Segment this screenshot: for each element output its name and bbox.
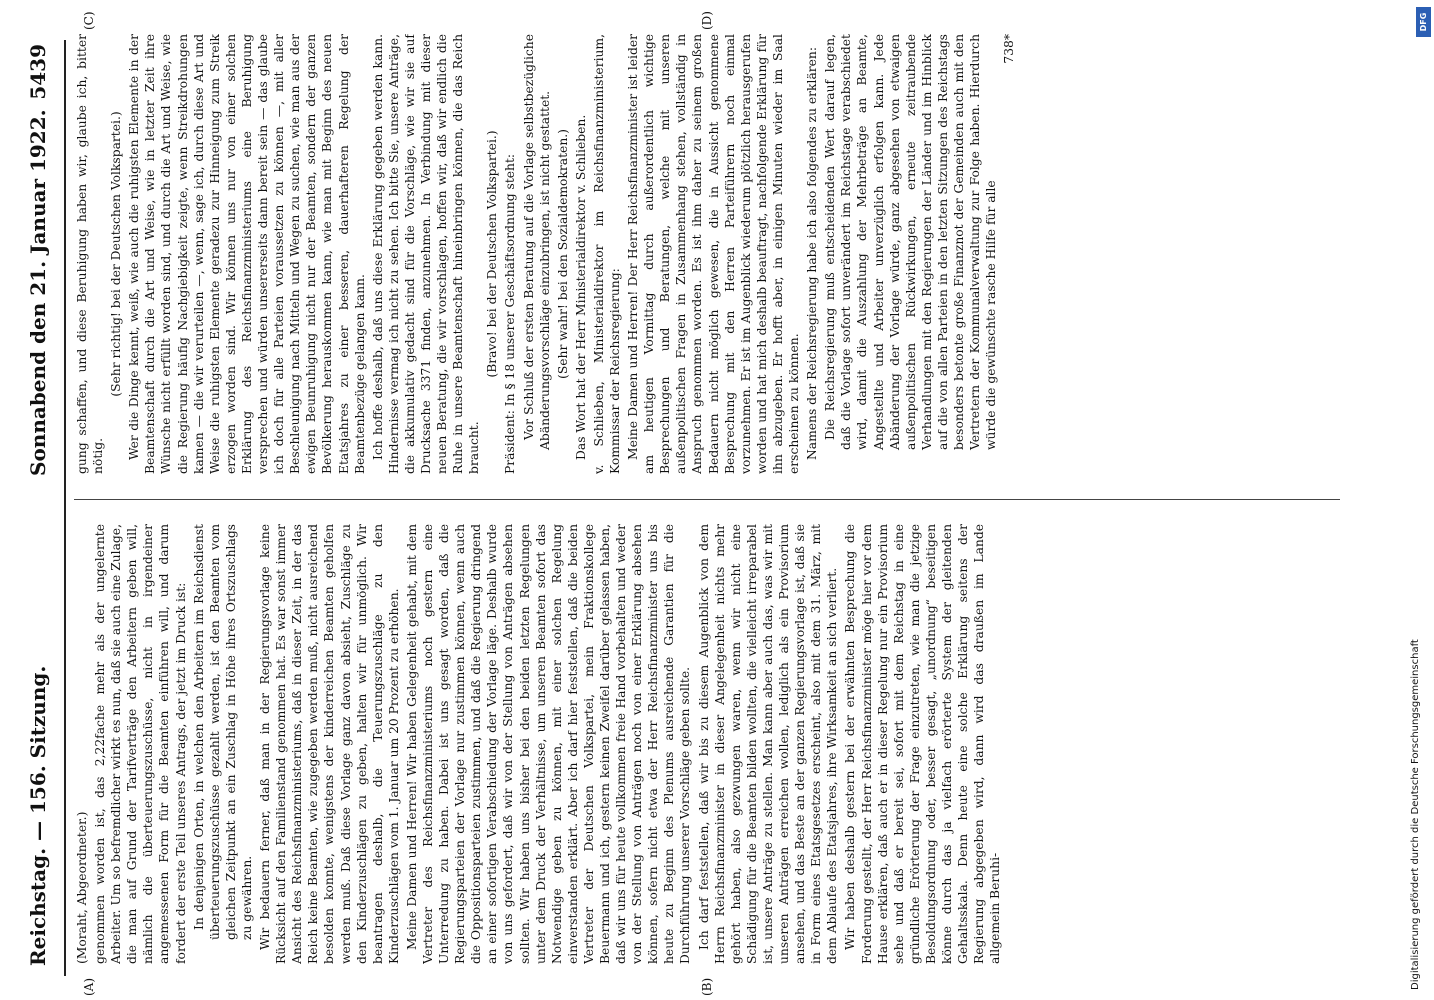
quoted-declaration: Die Reichsregierung muß entscheidenden Wert darauf legen, daß die Vorlage sofort unverändert im Reichstage verabschiedet wird, damit die Auszahlung der Mehrbeträge an Beamte, Angestellte und Arbeiter unverzüglich erfolgen kann. Jede Abänderung der Vorlage würde, ganz abgesehen von etwaigen außenpolitischen Rückwirkungen, erneute zeitraubende Verhandlungen mit den Regierungen der Länder und im Hinblick auf die von allen Parteien in den letzten Sitzungen des Reichstags besonders betonte große Finanznot der Gemeinden auch mit den Vertretern der Kommunalverwaltung zur Folge haben. Hierdurch würde die gewünschte rasche Hilfe für alle [823,34,999,450]
interjection: (Sehr wahr! bei den Sozialdemokraten.) [555,129,570,379]
quoted-motion: In denjenigen Orten, in welchen den Arbeitern im Reichsdienst überteuerungszuschüsse gezahlt werden, ist den Beamten vom gleichen Zeitpunkt an ein Zuschlag in Höhe ihres Ortszuschlags zu gewähren. [191,524,254,940]
quoted-rule: Vor Schluß der ersten Beratung auf die Vorlage selbstbezügliche Abänderungsvorschläge einzubringen, ist nicht gestattet. [521,34,552,450]
signature-mark: 738* [1002,34,1017,64]
paragraph: Meine Damen und Herren! Der Herr Reichsfinanzminister ist leider am heutigen Vormittag durch außerordentlich wichtige Besprechungen und Beratungen, welche mit unseren außenpolitischen Fragen in Zusammenhang stehen, vollständig in Anspruch genommen worden. Es ist ihm daher zu seinem großen Bedauern nicht möglich gewesen, die in Aussicht genommene Besprechung mit den Herren Parteiführern noch einmal vorzunehmen. Er ist im Augenblick wiederum plötzlich herausgerufen worden und hat mich deshalb beauftragt, nachfolgende Erklärung für ihn abzugeben. Er hofft aber, in einigen Minuten wieder im Saal erscheinen zu können. [626,34,802,474]
paragraph: Meine Damen und Herren! Wir haben Gelegenheit gehabt, mit dem Vertreter des Reichsfinanzministeriums noch gestern eine Unterredung zu haben. Dabei ist uns gesagt worden, daß die Regierungsparteien der Vorlage nur zustimmen können, wenn auch die Oppositionsparteien zustimmen, und daß die Regierung dringend an einer sofortigen Verabschiedung der Vorlage läge. Deshalb wurde von uns gefordert, daß wir von der Stellung von Anträgen absehen sollten. Wir haben uns bisher bei den beiden letzten Regelungen unter dem Druck der Verhältnisse, um unseren Beamten sofort das Notwendige geben zu können, mit einer solchen Regelung einverstanden erklärt. Aber ich darf hier feststellen, daß die beiden Vertreter der Deutschen Volkspartei, mein Fraktionskollege Beuermann und ich, gestern keinen Zweifel darüber gelassen haben, daß wir uns für heute vollkommen freie Hand vorbehalten und weder von der Stellung von Anträgen noch von einer Erklärung absehen können, sofern nicht etwa der Herr Reichsfinanzminister uns bis heute zu Beginn des Plenums ausreichende Garantien für die Durchführung unserer Vorschläge geben sollte. [404,524,693,964]
text-column-right [74,34,1350,474]
paragraph: genommen worden ist, das 2,22fache mehr als der ungelernte Arbeiter. Um so befremdlicher wirkt es nun, daß sie auch eine Zulage, die man auf Grund der Tarifverträge den Arbeitern geben will, nämlich die überteuerungszuschüsse, nicht in irgendeiner angemessenen Form für die Beamten einführen will, und darum fordert der erste Teil unseres Antrags, der jetzt im Druck ist: [93,524,188,964]
paragraph: Wer die Dinge kennt, weiß, wie auch die ruhigsten Elemente in der Beamtenschaft durch die Art und Weise, wie in letzter Zeit ihre Wünsche nicht erfüllt worden sind, und durch die Art und Weise, wie die Regierung häufig Nachgiebigkeit zeigte, wenn Streikdrohungen kamen — die wir verurteilen —, wenn, sage ich, durch diese Art und Weise die ruhigsten Elemente geradezu zur Hinneigung zum Streik erzogen worden sind. Wir können uns nur von einer solchen Erklärung des Reichsfinanzministeriums eine Beruhigung versprechen und würden unsererseits dann bereit sein — das glaube ich doch für alle Parteien voraussetzen zu können —, mit aller Beschleunigung nach Mitteln und Wegen zu suchen, wie man aus der ewigen Beunruhigung nicht nur der Beamten, sondern der ganzen Bevölkerung herauskommen kann, wie man mit Beginn des neuen Etatsjahres zu einer besseren, dauerhafteren Regelung der Beamtenbezüge gelangen kann. [127,34,367,474]
digitization-credit [1403,8,1429,990]
header-left: Reichstag. — 156. Sitzung. [26,665,50,966]
page-header [20,40,66,976]
dfg-logo [1416,7,1431,37]
credit-text: Digitalisierung gefördert durch die Deutsche Forschungsgemeinschaft [1410,639,1421,990]
paragraph: Wir bedauern ferner, daß man in der Regierungsvorlage keine Rücksicht auf den Familienstand genommen hat. Es war sonst immer Ansicht des Reichsfinanzministeriums, daß in dieser Zeit, in der das Reich keine Beamten, wie zugegeben werden muß, nicht ausreichend besolden konnte, wenigstens der kinderreichen Beamten geholfen werden muß. Daß diese Vorlage ganz davon absieht, Zuschläge zu den Kinderzuschlägen zu geben, halten wir für unmöglich. Wir beantragen deshalb, die Teuerungszuschläge zu den Kinderzuschlägen vom 1. Januar um 20 Prozent zu erhöhen. [258,524,401,964]
interjection: (Sehr richtig! bei der Deutschen Volkspartei.) [109,111,124,397]
interjection: (Bravo! bei der Deutschen Volkspartei.) [485,130,500,378]
paragraph: Wir haben deshalb gestern bei der erwähnten Besprechung die Forderung gestellt, der Herr Reichsfinanzminister möge hier vor dem Hause erklären, daß auch er in dieser Regelung nur ein Provisorium sehe und daß er bereit sei, sofort mit dem Reichstag in eine gründliche Erörterung der Frage einzutreten, wie man die jetzige Besoldungsordnung oder, besser gesagt, „unordnung“ beseitigen könne durch das ja vielfach erörterte System der gleitenden Gehaltsskala. Denn heute eine solche Erklärung seitens der Regierung abgegeben wird, dann wird das draußen im Lande allgemein Beruhi- [843,524,1003,964]
margin-marker-c: (C) [82,11,96,30]
margin-marker-a: (A) [82,977,96,996]
paragraph: Namens der Reichsregierung habe ich also folgendes zu erklären: [805,47,820,460]
paragraph: gung schaffen, und diese Beruhigung haben wir, glaube ich, bitter nötig. [75,34,106,474]
column-divider [74,499,1340,500]
paragraph: Ich darf feststellen, daß wir bis zu diesem Augenblick von dem Herrn Reichsfinanzminister in dieser Angelegenheit nichts mehr gehört haben, also gezwungen waren, wenn wir nicht eine Schädigung für die Beamten bilden wollten, die vielleicht irreparabel ist, unsere Anträge zu stellen. Man kann aber auch das, was wir mit unseren Anträgen erreichen wollen, lediglich als ein Provisorium ansehen, und das Beste an der ganzen Regierungsvorlage ist, daß sie in Form eines Etatsgesetzes erscheint, also mit dem 31. März, mit dem Ablaufe des Etatsjahres, ihre Wirksamkeit an sich verliert. [696,524,840,964]
text-column-left [74,524,1350,964]
speaker-label: (Moraht, Abgeordneter.) [75,811,89,964]
speaker-label: v. Schlieben, Ministerialdirektor im Reichsfinanzministerium, Kommissar der Reichsregierung: [591,34,622,474]
dfg-logo-text: DFG [1419,12,1428,32]
margin-marker-b: (B) [700,977,714,996]
header-date: Sonnabend den 21. Januar 1922. [26,109,50,476]
margin-marker-d: (D) [700,11,714,30]
paragraph: Das Wort hat der Herr Ministerialdirektor v. Schlieben. [573,114,588,460]
paragraph: Ich hoffe deshalb, daß uns diese Erklärung gegeben werden kann. Hindernisse vermag ich nicht zu sehen. Ich bitte Sie, unsere Anträge, die akkumulativ gedacht sind für die Vorschläge, wie wir sie auf Drucksache 3371 finden, anzunehmen. In Verbindung mit dieser neuen Beratung, die wir vorschlagen, hoffen wir, daß wir endlich die Ruhe in unsere Beamtenschaft hineinbringen können, die das Reich braucht. [370,34,482,474]
page-number: 5439 [26,44,50,100]
president-remark: Präsident: In § 18 unserer Geschäftsordnung steht: [503,153,518,474]
